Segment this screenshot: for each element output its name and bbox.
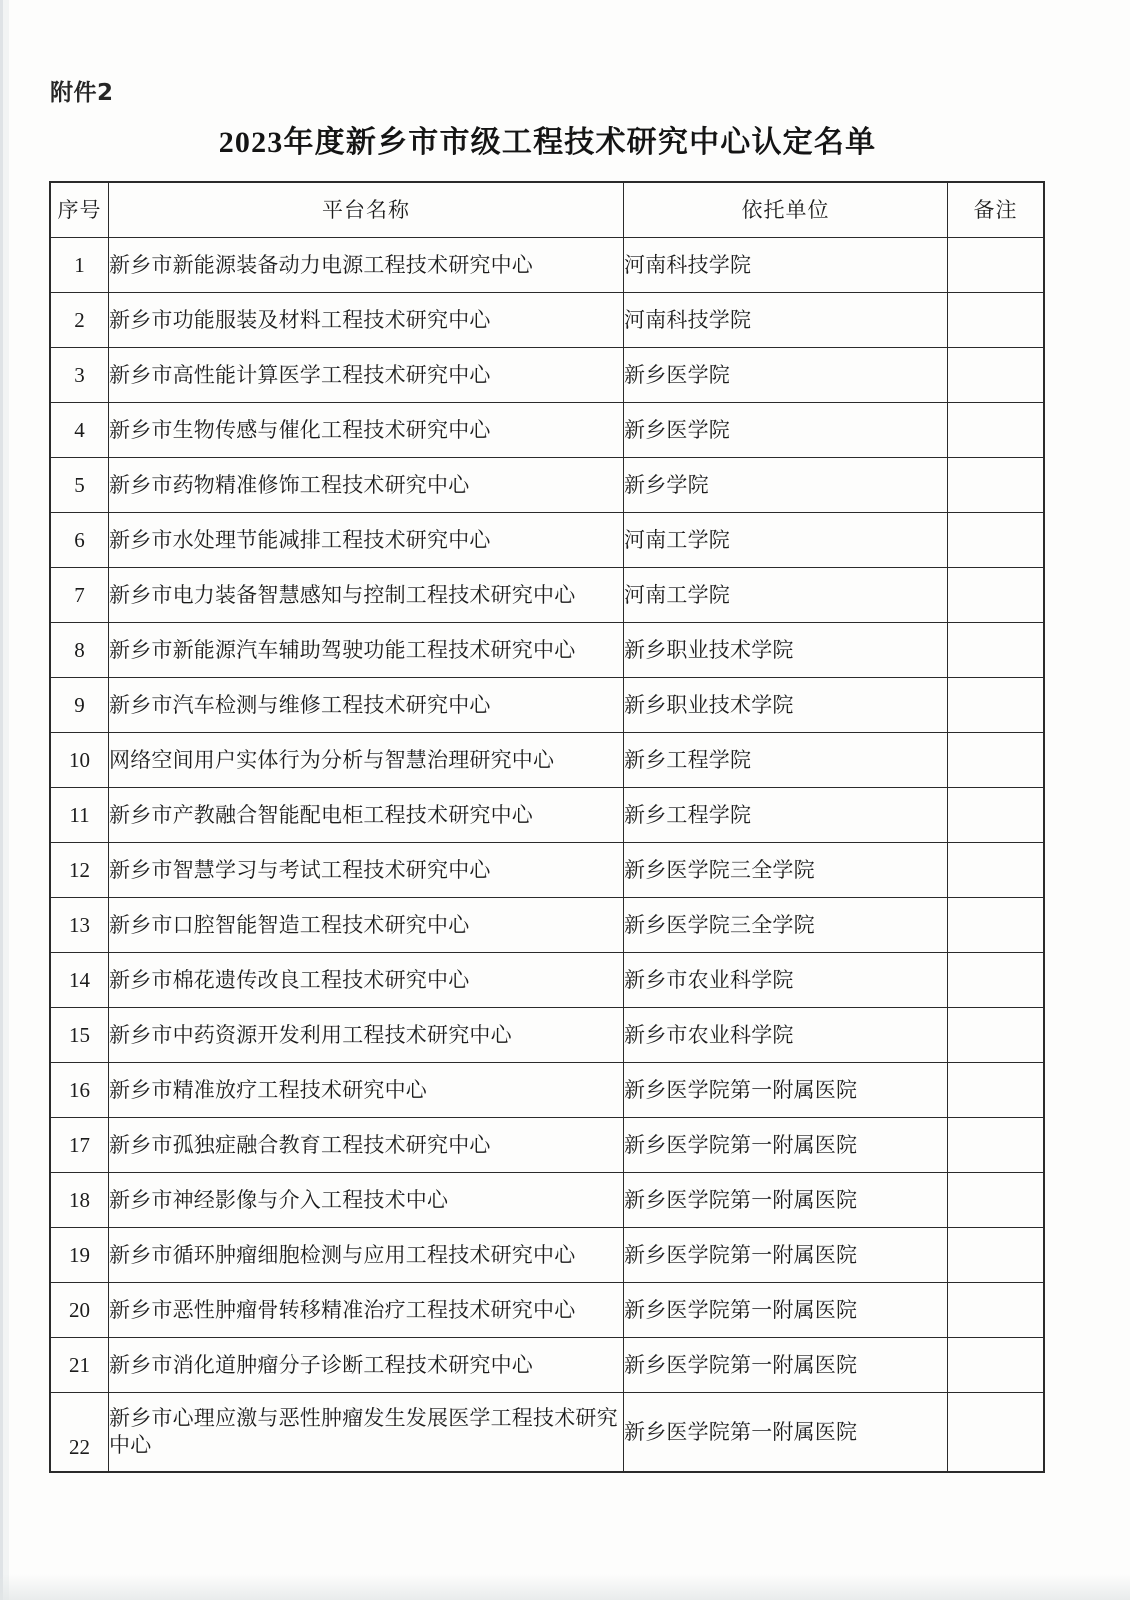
cell-platform-name: 新乡市产教融合智能配电柜工程技术研究中心 xyxy=(109,788,624,843)
cell-platform-name: 新乡市精准放疗工程技术研究中心 xyxy=(109,1063,624,1118)
cell-host-unit: 新乡工程学院 xyxy=(624,733,948,788)
cell-index: 9 xyxy=(51,678,109,733)
table-row xyxy=(51,348,1044,403)
cell-index: 2 xyxy=(51,293,109,348)
table-row xyxy=(51,1118,1044,1173)
cell-remarks xyxy=(948,678,1044,733)
cell-host-unit: 河南科技学院 xyxy=(624,238,948,293)
cell-platform-name: 新乡市消化道肿瘤分子诊断工程技术研究中心 xyxy=(109,1338,624,1393)
cell-remarks xyxy=(948,568,1044,623)
page-title: 2023年度新乡市市级工程技术研究中心认定名单 xyxy=(218,126,877,159)
table-row xyxy=(51,678,1044,733)
cell-platform-name: 新乡市水处理节能减排工程技术研究中心 xyxy=(109,513,624,568)
table-row xyxy=(51,1283,1044,1338)
cell-index: 3 xyxy=(51,348,109,403)
cell-index: 15 xyxy=(51,1008,109,1063)
table-row xyxy=(51,513,1044,568)
table-header xyxy=(51,183,1044,238)
table-row xyxy=(51,1008,1044,1063)
cell-index: 4 xyxy=(51,403,109,458)
cell-remarks xyxy=(948,403,1044,458)
cell-platform-name: 新乡市新能源汽车辅助驾驶功能工程技术研究中心 xyxy=(109,623,624,678)
table-row xyxy=(51,733,1044,788)
cell-index: 11 xyxy=(51,788,109,843)
attachment-label: 附件2 xyxy=(50,80,114,106)
cell-remarks xyxy=(948,513,1044,568)
cell-platform-name: 新乡市生物传感与催化工程技术研究中心 xyxy=(109,403,624,458)
table-row xyxy=(51,458,1044,513)
cell-platform-name: 新乡市智慧学习与考试工程技术研究中心 xyxy=(109,843,624,898)
cell-index: 1 xyxy=(51,238,109,293)
cell-host-unit: 新乡职业技术学院 xyxy=(624,623,948,678)
cell-platform-name: 新乡市循环肿瘤细胞检测与应用工程技术研究中心 xyxy=(109,1228,624,1283)
cell-platform-name: 网络空间用户实体行为分析与智慧治理研究中心 xyxy=(109,733,624,788)
cell-host-unit: 新乡医学院三全学院 xyxy=(624,898,948,953)
cell-remarks xyxy=(948,953,1044,1008)
cell-index: 14 xyxy=(51,953,109,1008)
cell-platform-name: 新乡市孤独症融合教育工程技术研究中心 xyxy=(109,1118,624,1173)
cell-platform-name: 新乡市棉花遗传改良工程技术研究中心 xyxy=(109,953,624,1008)
cell-index: 5 xyxy=(51,458,109,513)
cell-remarks xyxy=(948,293,1044,348)
table-row xyxy=(51,788,1044,843)
cell-index: 21 xyxy=(51,1338,109,1393)
cell-remarks xyxy=(948,238,1044,293)
cell-host-unit: 新乡学院 xyxy=(624,458,948,513)
table-row xyxy=(51,1338,1044,1393)
cell-index: 10 xyxy=(51,733,109,788)
table-row xyxy=(51,293,1044,348)
cell-remarks xyxy=(948,1393,1044,1472)
column-header-index: 序号 xyxy=(51,183,109,238)
cell-index: 17 xyxy=(51,1118,109,1173)
cell-host-unit: 河南工学院 xyxy=(624,513,948,568)
cell-index: 12 xyxy=(51,843,109,898)
cell-remarks xyxy=(948,788,1044,843)
table-row xyxy=(51,898,1044,953)
cell-remarks xyxy=(948,458,1044,513)
table-row xyxy=(51,953,1044,1008)
table-row xyxy=(51,568,1044,623)
cell-platform-name: 新乡市电力装备智慧感知与控制工程技术研究中心 xyxy=(109,568,624,623)
table-row xyxy=(51,1063,1044,1118)
cell-platform-name: 新乡市汽车检测与维修工程技术研究中心 xyxy=(109,678,624,733)
table-row xyxy=(51,1393,1044,1472)
cell-index: 22 xyxy=(51,1393,109,1472)
cell-index: 7 xyxy=(51,568,109,623)
research-center-table xyxy=(50,182,1044,1472)
column-header-platform-name: 平台名称 xyxy=(109,183,624,238)
cell-host-unit: 新乡医学院三全学院 xyxy=(624,843,948,898)
cell-remarks xyxy=(948,898,1044,953)
cell-index: 16 xyxy=(51,1063,109,1118)
column-header-host-unit: 依托单位 xyxy=(624,183,948,238)
cell-host-unit: 新乡医学院 xyxy=(624,348,948,403)
cell-remarks xyxy=(948,843,1044,898)
cell-platform-name: 新乡市中药资源开发利用工程技术研究中心 xyxy=(109,1008,624,1063)
cell-remarks xyxy=(948,348,1044,403)
research-center-table-container xyxy=(50,182,1043,1472)
cell-remarks xyxy=(948,1338,1044,1393)
cell-index: 20 xyxy=(51,1283,109,1338)
table-row xyxy=(51,1228,1044,1283)
cell-platform-name: 新乡市心理应激与恶性肿瘤发生发展医学工程技术研究中心 xyxy=(109,1393,624,1472)
cell-host-unit: 河南科技学院 xyxy=(624,293,948,348)
cell-host-unit: 新乡医学院第一附属医院 xyxy=(624,1118,948,1173)
cell-host-unit: 新乡医学院第一附属医院 xyxy=(624,1283,948,1338)
table-row xyxy=(51,403,1044,458)
table-row xyxy=(51,843,1044,898)
cell-index: 8 xyxy=(51,623,109,678)
cell-remarks xyxy=(948,1063,1044,1118)
cell-platform-name: 新乡市口腔智能智造工程技术研究中心 xyxy=(109,898,624,953)
table-row xyxy=(51,238,1044,293)
cell-remarks xyxy=(948,1118,1044,1173)
cell-host-unit: 新乡市农业科学院 xyxy=(624,953,948,1008)
cell-platform-name: 新乡市功能服装及材料工程技术研究中心 xyxy=(109,293,624,348)
table-row xyxy=(51,1173,1044,1228)
cell-remarks xyxy=(948,1008,1044,1063)
cell-platform-name: 新乡市药物精准修饰工程技术研究中心 xyxy=(109,458,624,513)
cell-platform-name: 新乡市恶性肿瘤骨转移精准治疗工程技术研究中心 xyxy=(109,1283,624,1338)
table-body xyxy=(51,238,1044,1472)
cell-remarks xyxy=(948,1283,1044,1338)
cell-host-unit: 新乡医学院 xyxy=(624,403,948,458)
cell-remarks xyxy=(948,733,1044,788)
cell-host-unit: 新乡医学院第一附属医院 xyxy=(624,1063,948,1118)
cell-host-unit: 新乡职业技术学院 xyxy=(624,678,948,733)
cell-host-unit: 新乡医学院第一附属医院 xyxy=(624,1338,948,1393)
column-header-remarks: 备注 xyxy=(948,183,1044,238)
cell-host-unit: 新乡市农业科学院 xyxy=(624,1008,948,1063)
cell-platform-name: 新乡市高性能计算医学工程技术研究中心 xyxy=(109,348,624,403)
cell-index: 19 xyxy=(51,1228,109,1283)
table-header-row xyxy=(51,183,1044,238)
cell-remarks xyxy=(948,623,1044,678)
cell-index: 6 xyxy=(51,513,109,568)
cell-index: 13 xyxy=(51,898,109,953)
cell-index: 18 xyxy=(51,1173,109,1228)
cell-host-unit: 新乡工程学院 xyxy=(624,788,948,843)
cell-host-unit: 河南工学院 xyxy=(624,568,948,623)
cell-remarks xyxy=(948,1173,1044,1228)
cell-platform-name: 新乡市神经影像与介入工程技术中心 xyxy=(109,1173,624,1228)
cell-remarks xyxy=(948,1228,1044,1283)
cell-host-unit: 新乡医学院第一附属医院 xyxy=(624,1173,948,1228)
table-row xyxy=(51,623,1044,678)
cell-host-unit: 新乡医学院第一附属医院 xyxy=(624,1228,948,1283)
cell-host-unit: 新乡医学院第一附属医院 xyxy=(624,1393,948,1472)
cell-platform-name: 新乡市新能源装备动力电源工程技术研究中心 xyxy=(109,238,624,293)
